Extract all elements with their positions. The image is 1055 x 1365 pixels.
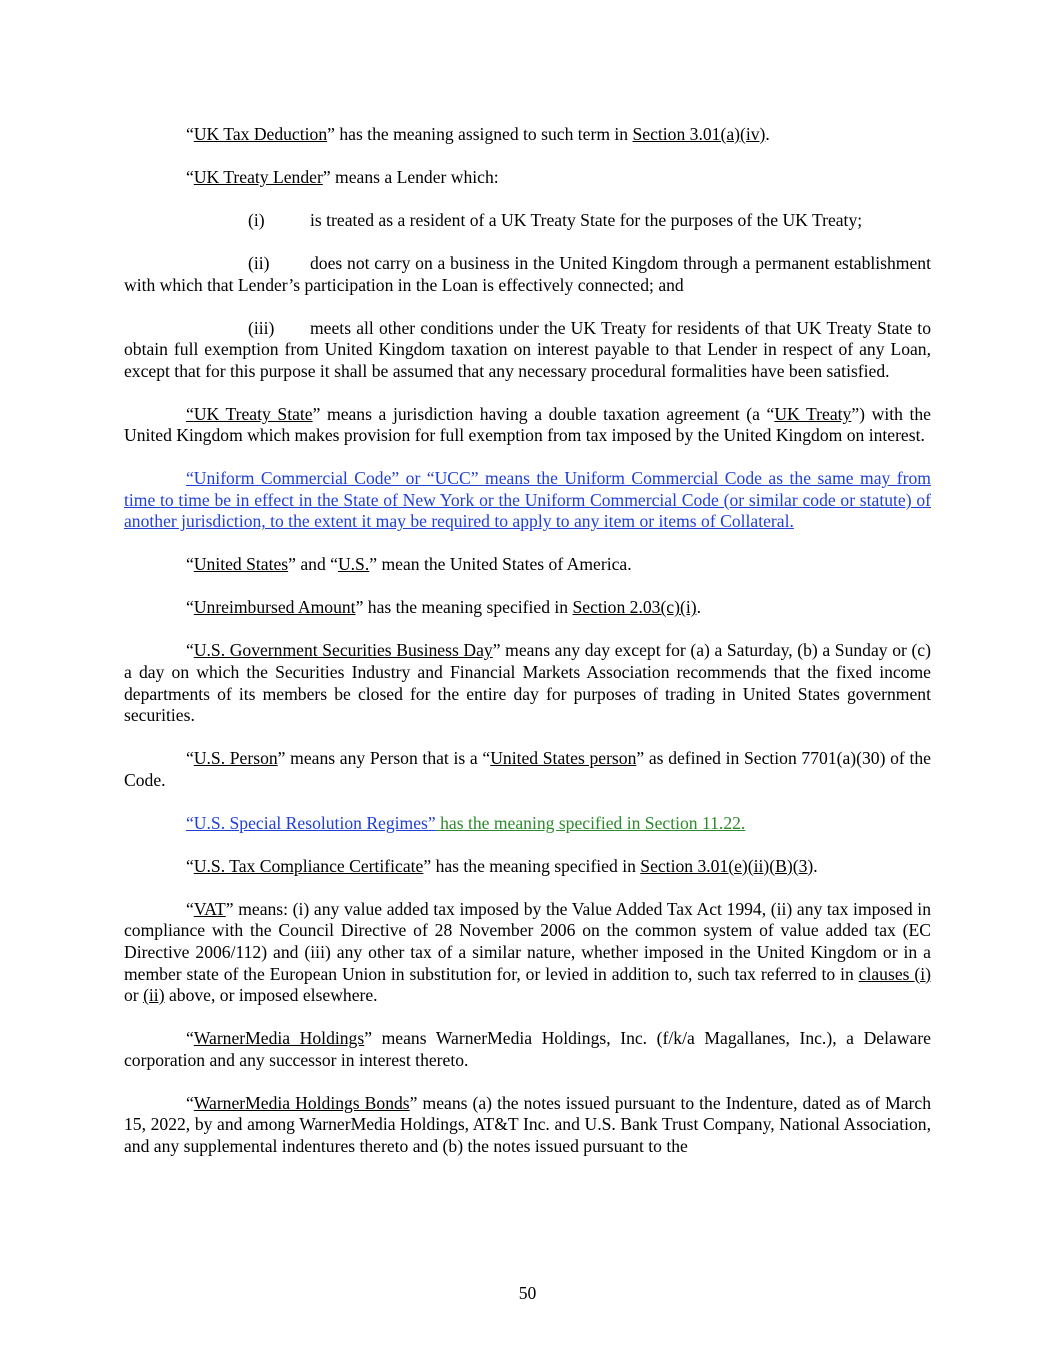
definition-us-special-resolution-regimes bbox=[124, 813, 931, 835]
definition-ucc-inserted bbox=[124, 468, 931, 533]
defined-term-text: UK Treaty State bbox=[193, 403, 313, 424]
defined-term: United States bbox=[193, 554, 289, 575]
definition-text: above, or imposed elsewhere. bbox=[164, 985, 378, 1006]
section-reference: Section 3.01(e)(ii)(B)(3) bbox=[640, 855, 814, 876]
defined-term: Unreimbursed Amount bbox=[193, 597, 356, 618]
list-item bbox=[124, 318, 931, 383]
clause-reference: (ii) bbox=[143, 985, 165, 1006]
defined-term: U.S. Government Securities Business Day bbox=[193, 640, 493, 661]
list-item bbox=[186, 210, 931, 232]
page-number: 50 bbox=[518, 1283, 537, 1303]
section-reference: Section 3.01(a)(iv) bbox=[632, 124, 766, 144]
definition-text: ” has the meaning specified in bbox=[355, 597, 573, 618]
definition-text: or bbox=[124, 985, 144, 1006]
definition-us-gov-securities-business-day: “U.S. Government Securities Business Day” means any day except for (a) a Saturday, (b) a Sunday or (c) a day on which the Securities Industry and Financial Markets Association recommends that the fixed income departments of its members be closed for the entire day for purposes of trading in United States government securities. bbox=[124, 640, 931, 726]
definition-united-states: “United States” and “U.S.” mean the United States of America. bbox=[186, 554, 632, 575]
definition-uk-treaty-lender: “UK Treaty Lender” means a Lender which: bbox=[186, 166, 499, 187]
defined-term: UK Tax Deduction bbox=[193, 124, 328, 144]
inserted-term: “U.S. Special Resolution Regimes” bbox=[186, 812, 436, 833]
defined-term: UK Treaty bbox=[774, 403, 852, 424]
inserted-text: “Uniform Commercial Code” or “UCC” means the Uniform Commercial Code as the same may from time to time be in effect in the State of New York or the Uniform Commercial Code (or similar code or statute) of another jurisdiction, to the extent it may be required to apply to any item or items of Collateral. bbox=[124, 468, 931, 532]
clause-reference: clauses (i) bbox=[858, 963, 931, 984]
definition-unreimbursed-amount: “Unreimbursed Amount” has the meaning specified in Section 2.03(c)(i). bbox=[186, 597, 701, 618]
definition-text: ” means a Lender which: bbox=[322, 166, 499, 187]
definition-uk-tax-deduction: “UK Tax Deduction” has the meaning assigned to such term in Section 3.01(a)(iv). bbox=[186, 124, 770, 144]
section-reference: Section 2.03(c)(i) bbox=[572, 597, 697, 618]
definition-us-person: “U.S. Person” means any Person that is a “United States person” as defined in Section 7701(a)(30) of the Code. bbox=[124, 748, 931, 790]
list-item bbox=[124, 253, 931, 296]
definition-uk-treaty-state bbox=[124, 404, 931, 447]
defined-term: U.S. Person bbox=[193, 748, 278, 769]
item-number: (i) bbox=[248, 209, 265, 230]
definition-vat: “VAT” means: (i) any value added tax imposed by the Value Added Tax Act 1994, (ii) any tax imposed in compliance with the Council Directive of 28 November 2006 on the common system of value added tax (EC Directive 2006/112) and (iii) any other tax of a similar nature, whether imposed in the United Kingdom or in a member state of the European Union in substitution for, or levied in addition to, such tax referred to in clauses (i) or (ii) above, or imposed elsewhere. bbox=[124, 898, 931, 1006]
definition-text: ” means any Person that is a “ bbox=[277, 748, 491, 769]
defined-term: U.S. Tax Compliance Certificate bbox=[193, 855, 424, 876]
item-text: meets all other conditions under the UK Treaty for residents of that UK Treaty State to obtain full exemption from United Kingdom taxation on interest payable to that Lender in respect of any Loan, except that for this purpose it shall be assumed that any necessary procedural formalities have been satisfied. bbox=[124, 317, 931, 381]
definition-text: ” as defined in Section 7701(a)(30) of the Code. bbox=[124, 748, 931, 790]
definition-text: ”) with the United Kingdom which makes provision for full exemption from tax imposed by the United Kingdom on interest. bbox=[124, 403, 931, 446]
defined-term: UK Treaty Lender bbox=[193, 166, 323, 187]
defined-term: U.S. bbox=[337, 554, 370, 575]
document-page bbox=[124, 124, 931, 1179]
defined-term: WarnerMedia Holdings Bonds bbox=[193, 1092, 410, 1113]
definition-text: ” means: (i) any value added tax imposed by the Value Added Tax Act 1994, (ii) any tax imposed in compliance with the Council Directive of 28 November 2006 on the common system of value added tax (EC Directive 2006/112) and (iii) any other tax of a similar nature, whether imposed in the United Kingdom or in a member state of the European Union in substitution for, or levied in addition to, such tax referred to in bbox=[124, 898, 931, 984]
definition-text: ” means a jurisdiction having a double taxation agreement (a “ bbox=[312, 403, 775, 424]
definition-text: ” means (a) the notes issued pursuant to the Indenture, dated as of March 15, 2022, by and among WarnerMedia Holdings, AT&T Inc. and U.S. Bank Trust Company, National Association, and any supplemental indentures thereto and (b) the notes issued pursuant to the bbox=[124, 1092, 931, 1156]
definition-text: ” means any day except for (a) a Saturday, (b) a Sunday or (c) a day on which the Securities Industry and Financial Markets Association recommends that the fixed income departments of its members be closed for the entire day for purposes of trading in United States government securities. bbox=[124, 640, 931, 726]
defined-term: VAT bbox=[193, 898, 226, 919]
defined-term: WarnerMedia Holdings bbox=[193, 1028, 365, 1049]
definition-warnermedia-holdings: “WarnerMedia Holdings” means WarnerMedia Holdings, Inc. (f/k/a Magallanes, Inc.), a Delaware corporation and any successor in interest thereto. bbox=[124, 1028, 931, 1070]
item-number: (ii) bbox=[248, 252, 270, 273]
item-text: does not carry on a business in the United Kingdom through a permanent establishment with which that Lender’s participation in the Loan is effectively connected; and bbox=[124, 252, 931, 295]
moved-text: has the meaning specified in Section 11.22. bbox=[435, 812, 746, 833]
definition-text: ” mean the United States of America. bbox=[369, 554, 632, 575]
definition-text: ” has the meaning assigned to such term in bbox=[327, 124, 633, 144]
defined-term: “UK Treaty State bbox=[186, 403, 313, 424]
definition-us-tax-compliance-certificate: “U.S. Tax Compliance Certificate” has the meaning specified in Section 3.01(e)(ii)(B)(3). bbox=[186, 855, 818, 876]
definition-text: ” means WarnerMedia Holdings, Inc. (f/k/a Magallanes, Inc.), a Delaware corporation and any successor in interest thereto. bbox=[124, 1028, 931, 1070]
definition-text: ” has the meaning specified in bbox=[423, 855, 641, 876]
definition-text: ” and “ bbox=[288, 554, 338, 575]
definition-warnermedia-holdings-bonds: “WarnerMedia Holdings Bonds” means (a) the notes issued pursuant to the Indenture, dated as of March 15, 2022, by and among WarnerMedia Holdings, AT&T Inc. and U.S. Bank Trust Company, National Association, and any supplemental indentures thereto and (b) the notes issued pursuant to the bbox=[124, 1092, 931, 1156]
item-number: (iii) bbox=[248, 317, 275, 338]
item-text: is treated as a resident of a UK Treaty State for the purposes of the UK Treaty; bbox=[310, 209, 863, 230]
defined-term: United States person bbox=[490, 748, 637, 769]
